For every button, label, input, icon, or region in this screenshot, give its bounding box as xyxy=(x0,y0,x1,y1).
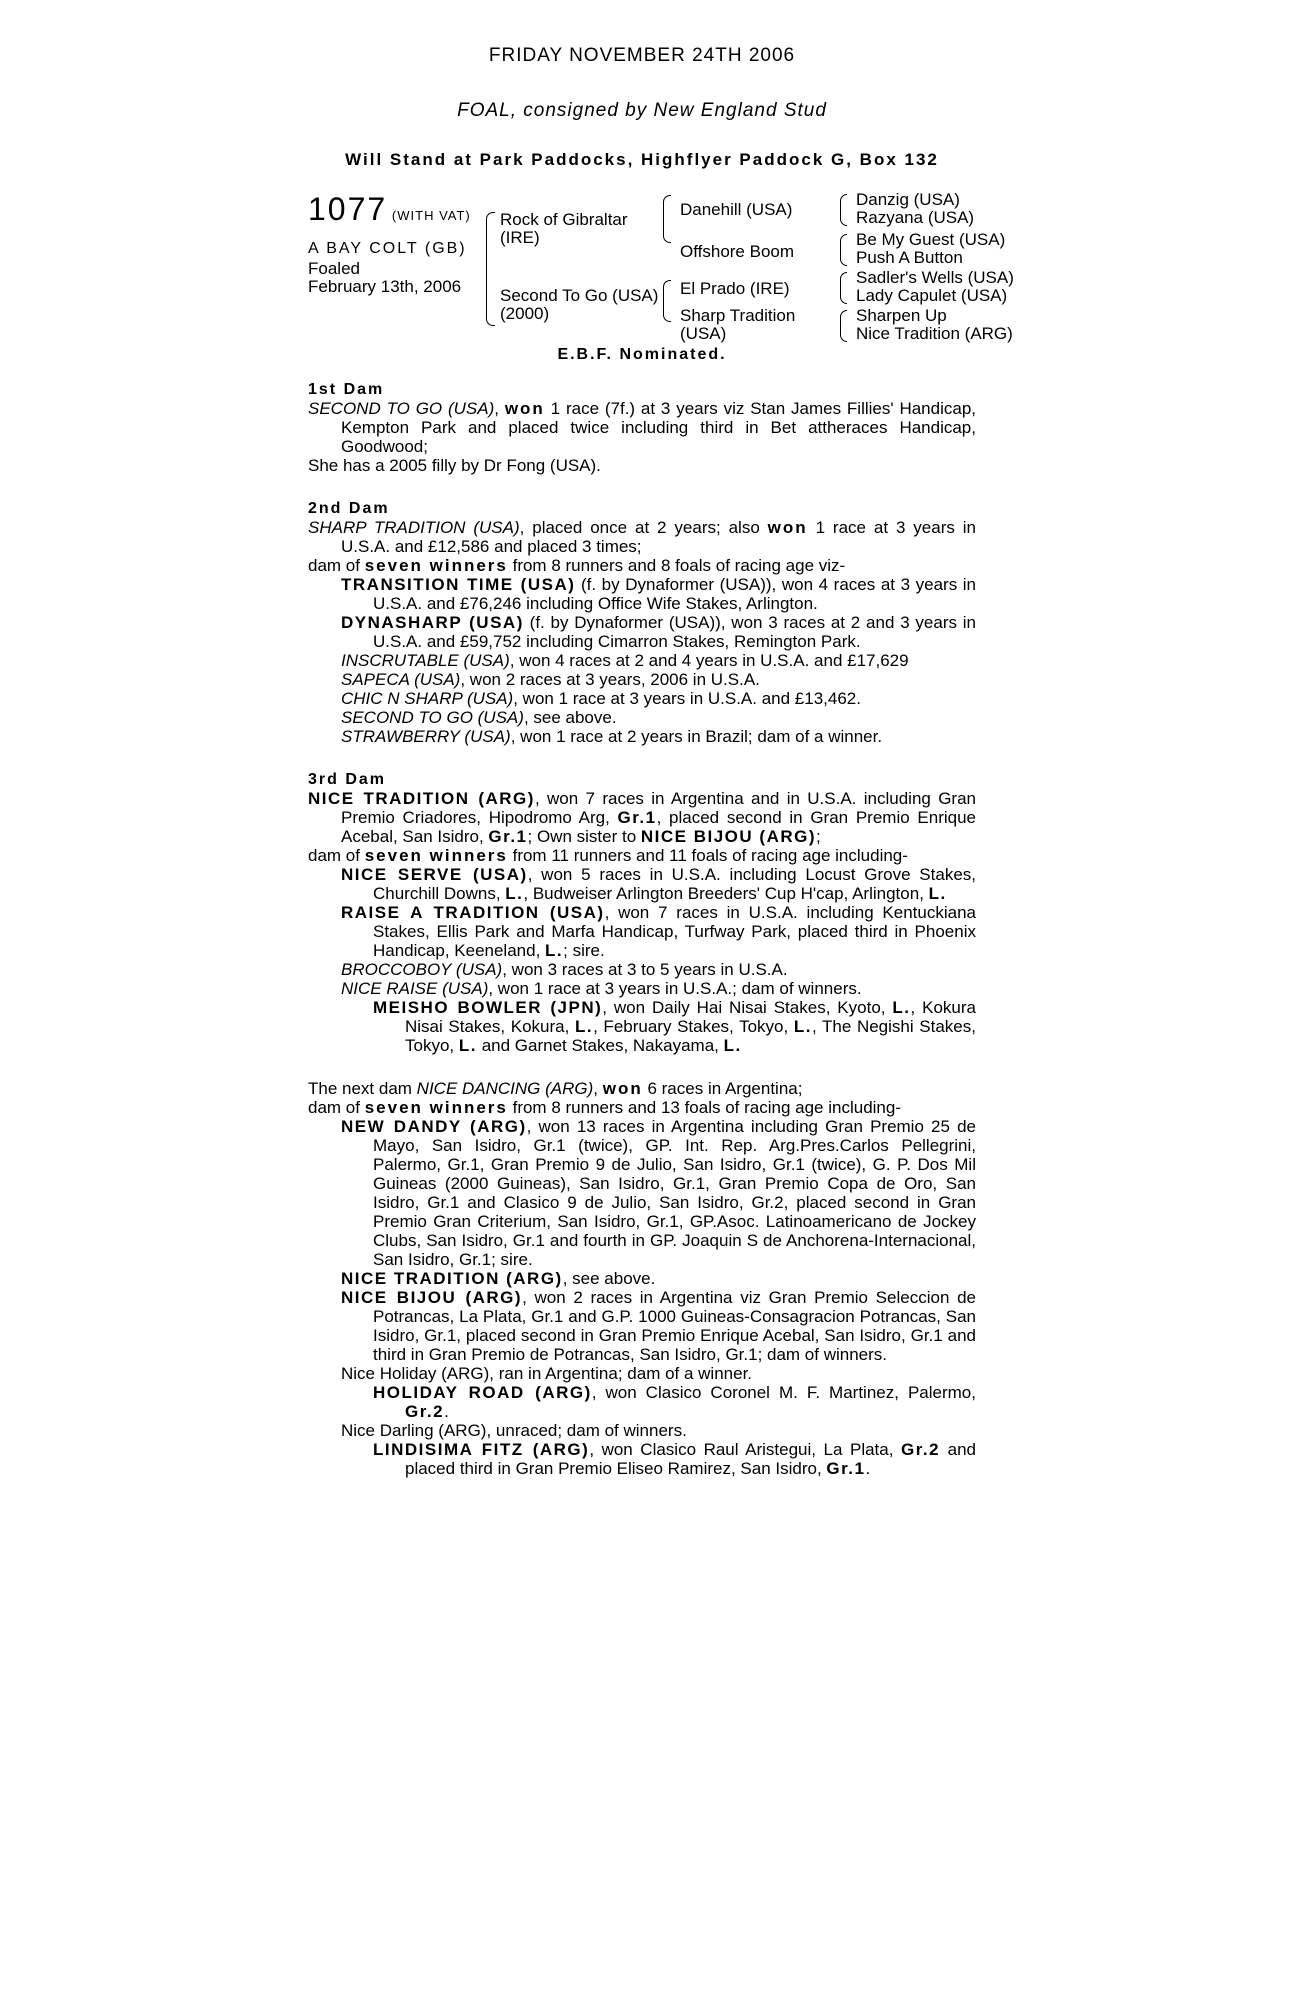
dam-dam-name: Sharp Tradition xyxy=(680,306,796,325)
second-dam-record: SHARP TRADITION (USA), placed once at 2 years; also won 1 race at 3 years in U.S.A. and £12,586 and placed 3 times; xyxy=(308,518,976,556)
sire-dam: Offshore Boom xyxy=(680,242,795,261)
consignor-line: FOAL, consigned by New England Stud xyxy=(457,100,827,121)
third-dam-record: NICE TRADITION (ARG), won 7 races in Argentina and in U.S.A. including Gran Premio Criadores, Hipodromo Arg, Gr.1, placed second in Gran Premio Enrique Acebal, San Isidro, Gr.1; Own sister to NICE BIJOU (ARG); xyxy=(308,789,976,846)
dam-name: Second To Go (USA) xyxy=(500,286,659,305)
list-item: Nice Holiday (ARG), ran in Argentina; dam of a winner. xyxy=(341,1364,753,1383)
sire-parents-brace xyxy=(663,195,671,243)
list-item: Nice Darling (ARG), unraced; dam of winners. xyxy=(341,1421,687,1440)
dam-sire: El Prado (IRE) xyxy=(680,279,790,298)
sire-dam-brace xyxy=(486,212,495,326)
list-item: BROCCOBOY (USA), won 3 races at 3 to 5 years in U.S.A. xyxy=(341,960,788,979)
gen4-4: Push A Button xyxy=(856,248,963,267)
third-dam-heading: 3rd Dam xyxy=(308,771,387,788)
list-item: INSCRUTABLE (USA), won 4 races at 2 and 4 years in U.S.A. and £17,629 xyxy=(341,651,909,670)
first-dam-produce: She has a 2005 filly by Dr Fong (USA). xyxy=(308,456,601,475)
list-item: HOLIDAY ROAD (ARG), won Clasico Coronel M. F. Martinez, Palermo, Gr.2. xyxy=(373,1383,976,1421)
list-item: SECOND TO GO (USA), see above. xyxy=(341,708,617,727)
list-item: RAISE A TRADITION (USA), won 7 races in U.S.A. including Kentuckiana Stakes, Ellis Park and Marfa Handicap, Turfway Park, placed third in Phoenix Handicap, Keeneland, L.; sire. xyxy=(341,903,976,960)
third-dam-section xyxy=(308,770,976,1055)
second-dam-section xyxy=(308,499,976,746)
sire-sire: Danehill (USA) xyxy=(680,200,793,219)
list-item: NICE SERVE (USA), won 5 races in U.S.A. including Locust Grove Stakes, Churchill Downs, L., Budweiser Arlington Breeders' Cup H'cap, Arlington, L. xyxy=(341,865,976,903)
first-dam-heading: 1st Dam xyxy=(308,381,385,398)
list-item: DYNASHARP (USA) (f. by Dynaformer (USA)), won 3 races at 2 and 3 years in U.S.A. and £59,752 including Cimarron Stakes, Remington Park. xyxy=(341,613,977,651)
next-dam-record: The next dam NICE DANCING (ARG), won 6 races in Argentina; xyxy=(308,1079,803,1098)
gen4-5: Sadler's Wells (USA) xyxy=(856,268,1014,287)
list-item: SAPECA (USA), won 2 races at 3 years, 2006 in U.S.A. xyxy=(341,670,760,689)
sale-date: FRIDAY NOVEMBER 24TH 2006 xyxy=(488,45,796,66)
sire-name: Rock of Gibraltar xyxy=(500,210,628,229)
list-item: NEW DANDY (ARG), won 13 races in Argentina including Gran Premio 25 de Mayo, San Isidro, Gr.1 (twice), GP. Int. Rep. Arg.Pres.Carlos Pellegrini, Palermo, Gr.1, Gran Premio 9 de Julio, San Isidro, Gr.1 (twice), G. P. Dos Mil Guineas (2000 Guineas), San Isidro, Gr.1, Gran Premio Copa de Oro, San Isidro, Gr.1 and Clasico 9 de Julio, San Isidro, Gr.2, placed second in Gran Premio Gran Criterium, San Isidro, Gr.1, GP.Asoc. Latinoamericano de Jockey Clubs, San Isidro, Gr.1 and fourth in GP. Joaquin S de Anchorena-Internacional, San Isidro, Gr.1; sire. xyxy=(341,1117,976,1269)
dam-year: (2000) xyxy=(500,304,550,323)
sire-country: (IRE) xyxy=(500,228,540,247)
gen4-2: Razyana (USA) xyxy=(856,208,975,227)
list-item: CHIC N SHARP (USA), won 1 race at 3 years in U.S.A. and £13,462. xyxy=(341,689,861,708)
gen4-3: Be My Guest (USA) xyxy=(856,230,1006,249)
first-dam-section xyxy=(308,380,976,475)
list-item: NICE TRADITION (ARG), see above. xyxy=(341,1269,656,1288)
ebf-nominated: E.B.F. Nominated. xyxy=(557,346,727,363)
gen4-brace-4 xyxy=(840,310,847,342)
third-dam-summary: dam of seven winners from 11 runners and 11 foals of racing age including- xyxy=(308,846,908,865)
lot-number: 1077 xyxy=(308,191,388,227)
list-item: LINDISIMA FITZ (ARG), won Clasico Raul Aristegui, La Plata, Gr.2 and placed third in Gran Premio Eliseo Ramirez, San Isidro, Gr.1. xyxy=(373,1440,976,1478)
dam-parents-brace xyxy=(663,280,671,322)
next-dam-section xyxy=(308,1079,976,1478)
gen4-6: Lady Capulet (USA) xyxy=(856,286,1008,305)
pedigree-table xyxy=(308,190,1014,362)
stand-location: Will Stand at Park Paddocks, Highflyer Paddock G, Box 132 xyxy=(345,150,939,169)
gen4-8: Nice Tradition (ARG) xyxy=(856,324,1013,343)
second-dam-heading: 2nd Dam xyxy=(308,500,390,517)
second-dam-summary: dam of seven winners from 8 runners and 8 foals of racing age viz- xyxy=(308,556,846,575)
foaled-label: Foaled xyxy=(308,259,360,278)
list-item: TRANSITION TIME (USA) (f. by Dynaformer (USA)), won 4 races at 3 years in U.S.A. and £76,246 including Office Wife Stakes, Arlington. xyxy=(341,575,977,613)
list-item: NICE BIJOU (ARG), won 2 races in Argentina viz Gran Premio Seleccion de Potrancas, La Plata, Gr.1 and G.P. 1000 Guineas-Consagracion Potrancas, San Isidro, Gr.1, placed second in Gran Premio Enrique Acebal, San Isidro, Gr.1 and third in Gran Premio de Potrancas, San Isidro, Gr.1; dam of winners. xyxy=(341,1288,976,1364)
gen4-7: Sharpen Up xyxy=(856,306,947,325)
list-item: STRAWBERRY (USA), won 1 race at 2 years in Brazil; dam of a winner. xyxy=(341,727,883,746)
gen4-brace-2 xyxy=(840,234,847,266)
horse-description: A BAY COLT (GB) xyxy=(308,240,467,257)
foaled-date: February 13th, 2006 xyxy=(308,277,462,296)
list-item: MEISHO BOWLER (JPN), won Daily Hai Nisai Stakes, Kyoto, L., Kokura Nisai Stakes, Kokura, L., February Stakes, Tokyo, L., The Negishi Stakes, Tokyo, L. and Garnet Stakes, Nakayama, L. xyxy=(373,998,976,1055)
gen4-brace-1 xyxy=(840,194,847,226)
first-dam-record: SECOND TO GO (USA), won 1 race (7f.) at 3 years viz Stan James Fillies' Handicap, Kempton Park and placed twice including third in Bet attheraces Handicap, Goodwood; xyxy=(308,399,976,456)
list-item: NICE RAISE (USA), won 1 race at 3 years in U.S.A.; dam of winners. xyxy=(341,979,862,998)
next-dam-summary: dam of seven winners from 8 runners and 13 foals of racing age including- xyxy=(308,1098,901,1117)
lot-number-line xyxy=(308,192,471,226)
gen4-1: Danzig (USA) xyxy=(856,190,960,209)
dam-dam-country: (USA) xyxy=(680,324,727,343)
vat-note: (WITH VAT) xyxy=(391,208,471,223)
produce-record xyxy=(308,380,976,1502)
gen4-brace-3 xyxy=(840,272,847,304)
